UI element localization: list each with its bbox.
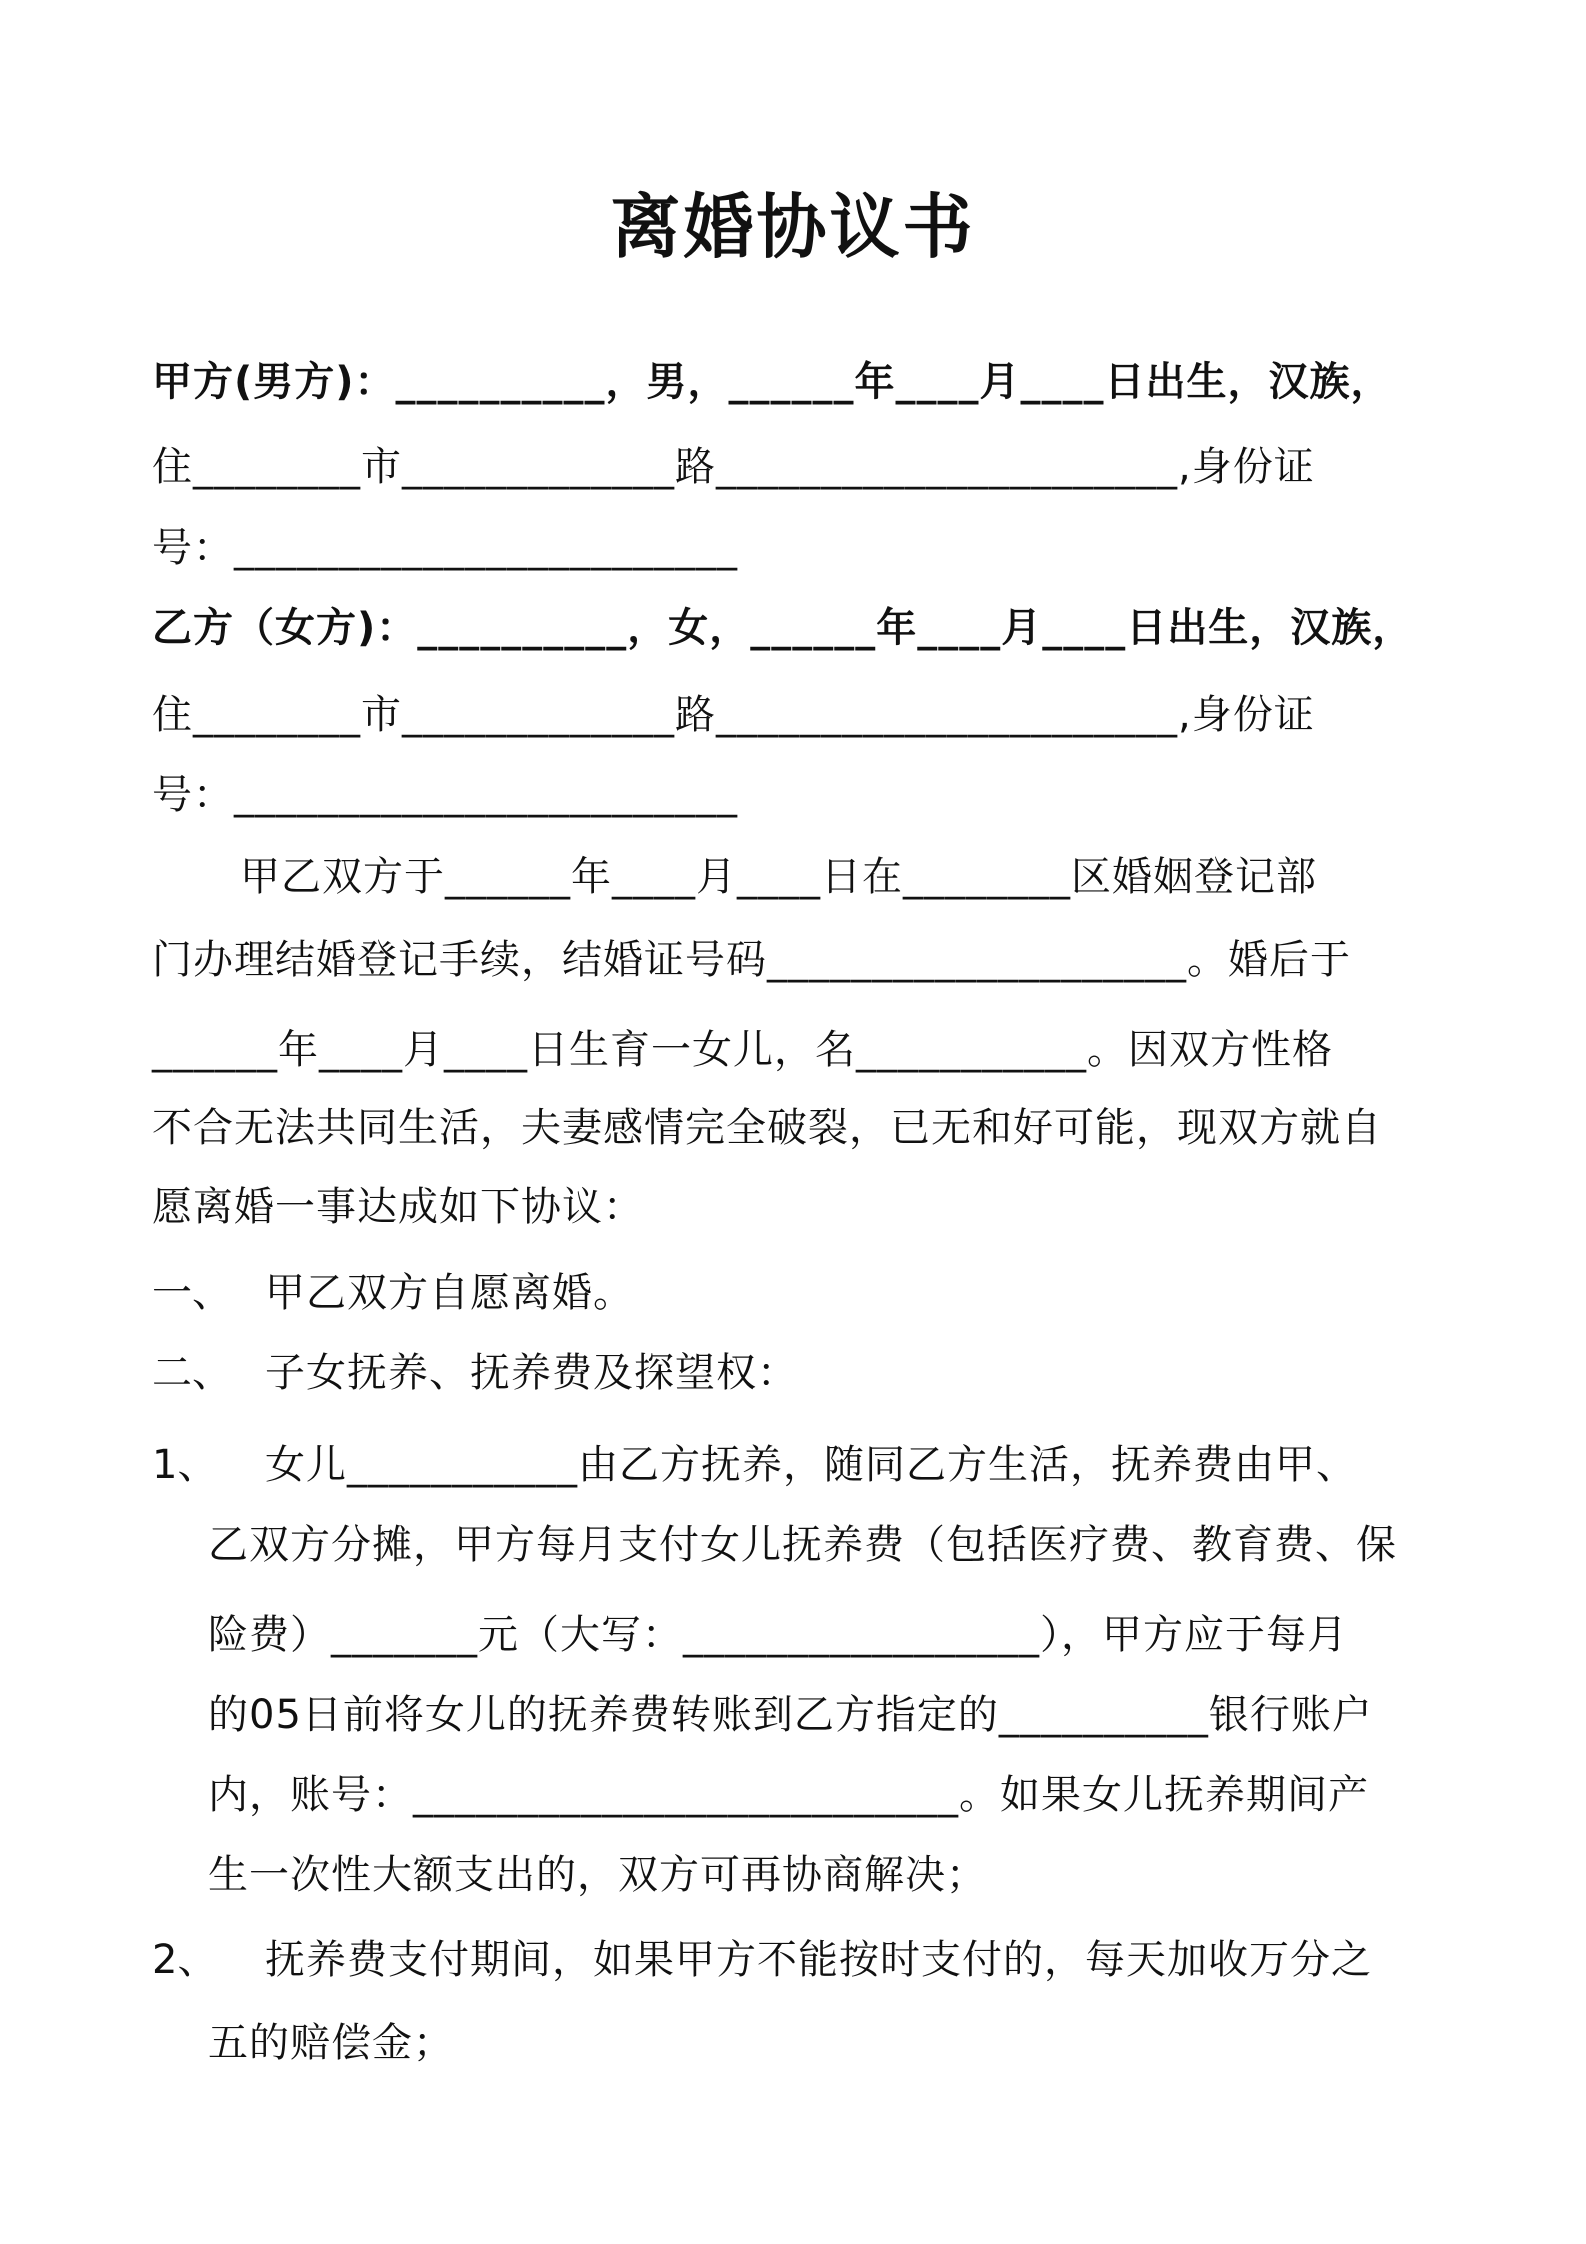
item-1-number: 1、	[152, 1442, 218, 1488]
item-1-line-6: 生一次性大额支出的，双方可再协商解决；	[208, 1852, 987, 1898]
item-2-number: 2、	[152, 1937, 218, 1983]
clause-2-number: 二、	[152, 1350, 232, 1396]
item-1-line-5: 内，账号：__________________________。如果女儿抚养期间产	[208, 1772, 1369, 1818]
preamble-line-3: ______年____月____日生育一女儿，名___________。因双方性格	[152, 1027, 1333, 1073]
item-1-line-3: 险费）_______元（大写：_________________），甲方应于每月	[208, 1612, 1348, 1658]
preamble-line-5: 愿离婚一事达成如下协议：	[152, 1184, 644, 1230]
item-2-line-2: 五的赔偿金；	[208, 2020, 454, 2066]
preamble-line-1: 甲乙双方于______年____月____日在________区婚姻登记部	[240, 854, 1317, 900]
party-b-line-1: 乙方（女方)：__________，女，______年____月____日出生，汉族，	[152, 605, 1414, 651]
clause-1-number: 一、	[152, 1270, 232, 1316]
clause-2-text: 子女抚养、抚养费及探望权：	[265, 1350, 798, 1396]
item-1-line-1: 女儿___________由乙方抚养，随同乙方生活，抚养费由甲、	[265, 1442, 1357, 1488]
party-b-line-3: 号：________________________	[152, 772, 738, 818]
party-a-line-2: 住________市_____________路______________________,身份证	[152, 444, 1315, 490]
party-b-line-2: 住________市_____________路______________________,身份证	[152, 692, 1315, 738]
preamble-line-4: 不合无法共同生活，夫妻感情完全破裂，已无和好可能，现双方就自	[152, 1105, 1382, 1151]
item-2-line-1: 抚养费支付期间，如果甲方不能按时支付的，每天加收万分之	[265, 1937, 1372, 1983]
clause-1-text: 甲乙双方自愿离婚。	[265, 1270, 634, 1316]
item-1-line-4: 的05日前将女儿的抚养费转账到乙方指定的__________银行账户	[208, 1692, 1373, 1738]
item-1-line-2: 乙双方分摊，甲方每月支付女儿抚养费（包括医疗费、教育费、保	[208, 1522, 1397, 1568]
party-a-line-3: 号：________________________	[152, 525, 738, 571]
document-title: 离婚协议书	[610, 186, 976, 268]
party-a-line-1: 甲方(男方)：__________，男，______年____月____日出生，汉族，	[152, 359, 1392, 405]
preamble-line-2: 门办理结婚登记手续，结婚证号码____________________。婚后于	[152, 937, 1351, 983]
